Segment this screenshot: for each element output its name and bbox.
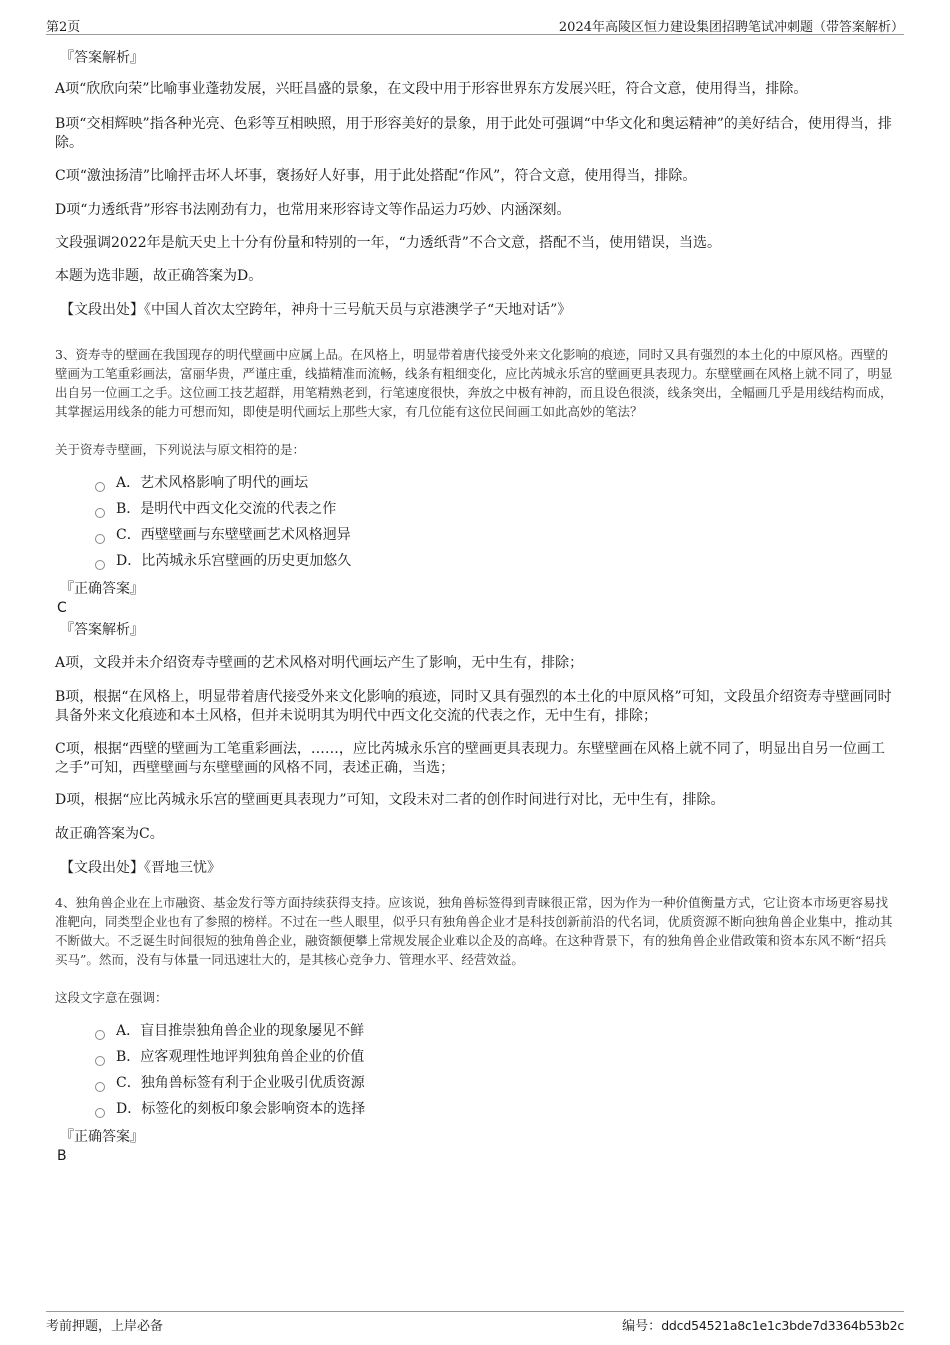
option-b[interactable] — [95, 1044, 655, 1070]
page-number: 第2页 — [46, 20, 81, 35]
option-a[interactable] — [95, 1018, 655, 1044]
option-key: C． — [116, 527, 141, 543]
analysis-para: D项，根据“应比芮城永乐宫的壁画更具表现力”可知，文段未对二者的创作时间进行对比，无中生有，排除。 — [55, 792, 725, 808]
option-text: 独角兽标签有利于企业吸引优质资源 — [140, 1075, 365, 1091]
option-text: 盲目推崇独角兽企业的现象屡见不鲜 — [140, 1023, 365, 1039]
analysis-para: 故正确答案为C。 — [55, 826, 164, 842]
document-id — [622, 1315, 904, 1334]
correct-answer: B — [57, 1148, 67, 1164]
option-key: A． — [116, 475, 141, 491]
radio-button-icon[interactable] — [95, 1056, 105, 1066]
document-title: 2024年高陵区恒力建设集团招聘笔试冲刺题（带答案解析） — [558, 20, 904, 35]
analysis-para: C项，根据“西壁的壁画为工笔重彩画法，……，应比芮城永乐宫的壁画更具表现力。东壁壁画在风格上就不同了，明显出自另一位画工之手”可知，西壁壁画与东壁壁画的风格不同，表述正确，当选； — [55, 741, 885, 776]
document-id-label: 编号： — [622, 1319, 662, 1334]
option-a[interactable] — [95, 470, 655, 496]
correct-answer-label: 『正确答案』 — [60, 1129, 144, 1145]
option-key: C． — [116, 1075, 141, 1091]
question-4-passage: 4、独角兽企业在上市融资、基金发行等方面持续获得支持。应该说，独角兽标签得到青睐很正常，因为作为一种价值衡量方式，它让资本市场更容易找准靶向，同类型企业也有了参照的榜样。不过在一些人眼里，似乎只有独角兽企业才是科技创新前沿的代名词，优质资源不断向独角兽企业集中，推动其不断做大。不乏诞生时间很短的独角兽企业，融资额便攀上常规发展企业难以企及的高峰。在这种背景下，有的独角兽企业借政策和资本东风不断“招兵买马”。然而，没有与体量一同迅速壮大的，是其核心竞争力、管理水平、经营效益。 — [55, 895, 893, 967]
option-d[interactable] — [95, 1096, 655, 1122]
option-key: D． — [116, 1101, 142, 1117]
option-c[interactable] — [95, 1070, 655, 1096]
option-key: D． — [116, 553, 142, 569]
option-text: 西壁壁画与东壁壁画艺术风格迥异 — [140, 527, 351, 543]
question-3-prompt: 关于资寿寺壁画，下列说法与原文相符的是： — [55, 442, 306, 457]
footer-slogan: 考前押题，上岸必备 — [46, 1319, 164, 1334]
radio-button-icon[interactable] — [95, 534, 105, 544]
answer-analysis-label: 『答案解析』 — [60, 50, 144, 66]
passage-source: 【文段出处】《中国人首次太空跨年，神舟十三号航天员与京港澳学子“天地对话”》 — [60, 302, 572, 318]
radio-button-icon[interactable] — [95, 482, 105, 492]
analysis-para: A项，文段并未介绍资寿寺壁画的艺术风格对明代画坛产生了影响，无中生有，排除； — [55, 655, 584, 671]
radio-button-icon[interactable] — [95, 1030, 105, 1040]
option-text: 是明代中西文化交流的代表之作 — [140, 501, 337, 517]
answer-analysis-label: 『答案解析』 — [60, 622, 144, 638]
option-text: 比芮城永乐宫壁画的历史更加悠久 — [141, 553, 352, 569]
question-3-options — [95, 470, 655, 574]
analysis-para: B项，根据“在风格上，明显带着唐代接受外来文化影响的痕迹，同时又具有强烈的本土化的中原风格”可知，文段虽介绍资寿寺壁画同时具备外来文化痕迹和本土风格，但并未说明其为明代中西文化交流的代表之作，无中生有，排除； — [55, 689, 892, 724]
option-key: A． — [116, 1023, 141, 1039]
correct-answer: C — [57, 600, 67, 616]
page-footer — [46, 1311, 904, 1336]
radio-button-icon[interactable] — [95, 1082, 105, 1092]
option-b[interactable] — [95, 496, 655, 522]
option-key: B． — [116, 501, 141, 517]
radio-button-icon[interactable] — [95, 560, 105, 570]
analysis-para: C项“激浊扬清”比喻抨击坏人坏事，褒扬好人好事，用于此处搭配“作风”，符合文意，使用得当，排除。 — [55, 168, 697, 184]
passage-source: 【文段出处】《晋地三忧》 — [60, 860, 221, 876]
question-3-passage: 3、资寿寺的壁画在我国现存的明代壁画中应属上品。在风格上，明显带着唐代接受外来文化影响的痕迹，同时又具有强烈的本土化的中原风格。西壁的壁画为工笔重彩画法，富丽华贵，严谨庄重，线描精准而流畅，线条有粗细变化，应比芮城永乐宫的壁画更具表现力。东壁壁画在风格上就不同了，明显出自另一位画工之手。这位画工技艺超群，用笔精熟老到，行笔速度很快，奔放之中极有神韵，而且设色很淡，线条突出，全幅画几乎是用线结构而成，其掌握运用线条的能力可想而知，即使是明代画坛上那些大家，有几位能有这位民间画工如此高妙的笔法？ — [55, 347, 893, 419]
option-d[interactable] — [95, 548, 655, 574]
option-text: 应客观理性地评判独角兽企业的价值 — [140, 1049, 365, 1065]
option-text: 标签化的刻板印象会影响资本的选择 — [141, 1101, 366, 1117]
document-id-value: ddcd54521a8c1e1c3bde7d3364b53b2c — [661, 1318, 904, 1333]
question-4-prompt: 这段文字意在强调： — [55, 990, 168, 1005]
option-text: 艺术风格影响了明代的画坛 — [140, 475, 309, 491]
radio-button-icon[interactable] — [95, 1108, 105, 1118]
analysis-para: A项“欣欣向荣”比喻事业蓬勃发展，兴旺昌盛的景象，在文段中用于形容世界东方发展兴旺，符合文意，使用得当，排除。 — [55, 81, 808, 97]
analysis-para: 文段强调2022年是航天史上十分有份量和特别的一年，“力透纸背”不合文意，搭配不当，使用错误，当选。 — [55, 235, 721, 251]
analysis-para: B项“交相辉映”指各种光亮、色彩等互相映照，用于形容美好的景象，用于此处可强调“中华文化和奥运精神”的美好结合，使用得当，排除。 — [55, 116, 892, 151]
analysis-para: 本题为选非题，故正确答案为D。 — [55, 268, 263, 284]
option-c[interactable] — [95, 522, 655, 548]
correct-answer-label: 『正确答案』 — [60, 581, 144, 597]
option-key: B． — [116, 1049, 141, 1065]
question-4-options — [95, 1018, 655, 1122]
page-header — [46, 14, 904, 35]
radio-button-icon[interactable] — [95, 508, 105, 518]
analysis-para: D项“力透纸背”形容书法刚劲有力，也常用来形容诗文等作品运力巧妙、内涵深刻。 — [55, 202, 571, 218]
